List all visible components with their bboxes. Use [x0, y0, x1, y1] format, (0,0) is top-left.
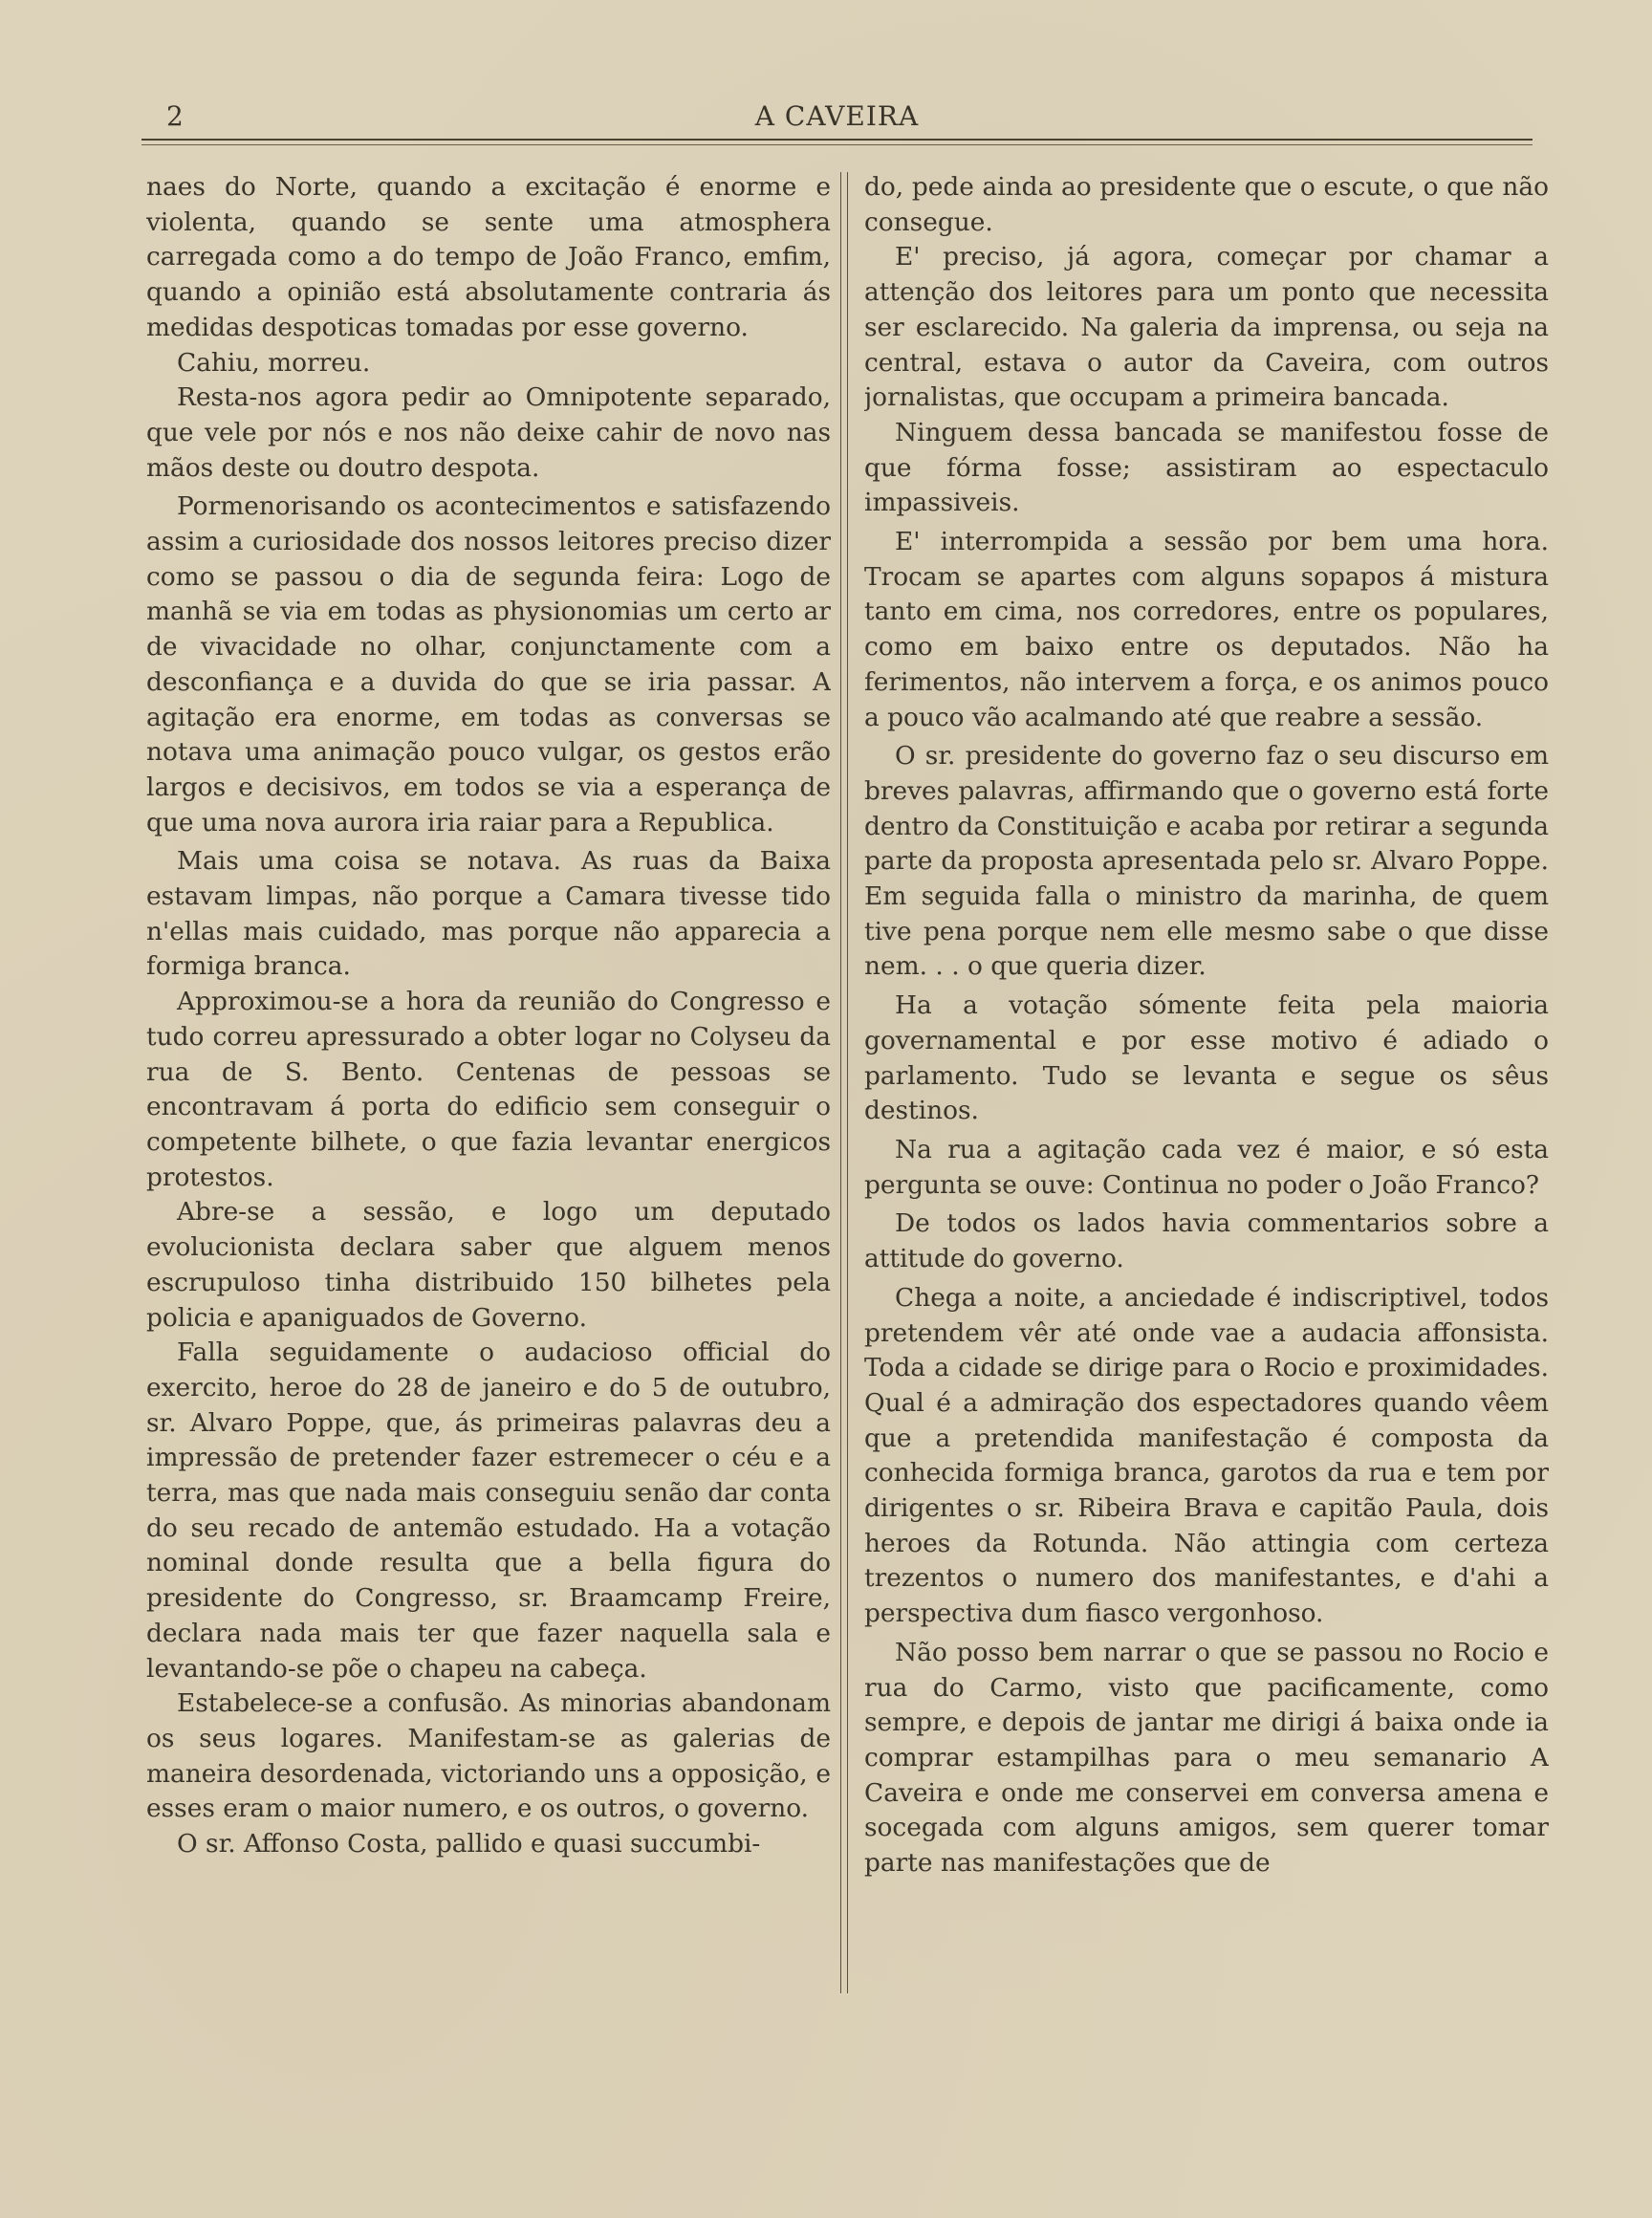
paragraph: Falla seguidamente o audacioso official do exercito, heroe do 28 de janeiro e do 5 de outubro, sr. Alvaro Poppe, que, ás primeiras palavras deu a impressão de pretender fazer estremecer o céu e a terra, mas que nada mais conseguiu senão dar conta do seu recado de antemão estudado. Ha a votação nominal donde resulta que a bella figura do presidente do Congresso, sr. Braamcamp Freire, declara nada mais ter que fazer naquella sala e levantando-se põe o chapeu na cabeça. — [146, 1337, 831, 1684]
paragraph: Pormenorisando os acontecimentos e satisfazendo assim a curiosidade dos nossos leitores preciso dizer como se passou o dia de segunda feira: Logo de manhã se via em todas as physionomias um certo ar de vivacidade no olhar, conjunctamente com a desconfiança e a duvida do que se iria passar. A agitação era enorme, em todas as conversas se notava uma animação pouco vulgar, os gestos erão largos e decisivos, em todos se via a esperança de que uma nova aurora iria raiar para a Republica. — [146, 491, 831, 837]
paragraph: De todos os lados havia commentarios sobre a attitude do governo. — [864, 1208, 1549, 1274]
paragraph: E' interrompida a sessão por bem uma hora. Trocam se apartes com alguns sopapos á mistura tanto em cima, nos corredores, entre os populares, como em baixo entre os deputados. Não ha ferimentos, não intervem a força, e os animos pouco a pouco vão acalmando até que reabre a sessão. — [864, 527, 1549, 732]
paragraph: Approximou-se a hora da reunião do Congresso e tudo correu apressurado a obter logar no Colyseu da rua de S. Bento. Centenas de pessoas se encontravam á porta do edificio sem conseguir o competente bilhete, o que fazia levantar energicos protestos. — [146, 987, 831, 1192]
page-header — [141, 100, 1532, 141]
column-divider — [840, 172, 848, 1993]
header-rule — [141, 144, 1532, 145]
paragraph: Ninguem dessa bancada se manifestou fosse de que fórma fosse; assistiram ao espectaculo impassiveis. — [864, 417, 1549, 518]
paragraph: do, pede ainda ao presidente que o escute, o que não consegue. — [864, 172, 1549, 237]
paragraph: Resta-nos agora pedir ao Omnipotente separado, que vele por nós e nos não deixe cahir de novo nas mãos deste ou doutro despota. — [146, 382, 831, 483]
newspaper-title: A CAVEIRA — [754, 100, 920, 132]
paragraph: Não posso bem narrar o que se passou no Rocio e rua do Carmo, visto que pacificamente, como sempre, e depois de jantar me dirigi á baixa onde ia comprar estampilhas para o meu semanario A Caveira e onde me conservei em conversa amena e socegada com alguns amigos, sem querer tomar parte nas manifestações que de — [864, 1637, 1549, 1879]
paragraph: O sr. presidente do governo faz o seu discurso em breves palavras, affirmando que o governo está forte dentro da Constituição e acaba por retirar a segunda parte da proposta apresentada pelo sr. Alvaro Poppe. Em seguida falla o ministro da marinha, de quem tive pena porque nem elle mesmo sabe o que disse nem. . . o que queria dizer. — [864, 741, 1549, 982]
paragraph: E' preciso, já agora, começar por chamar a attenção dos leitores para um ponto que necessita ser esclarecido. Na galeria da imprensa, ou seja na central, estava o autor da Caveira, com outros jornalistas, que occupam a primeira bancada. — [864, 242, 1549, 413]
right-column — [864, 170, 1549, 1996]
page-number: 2 — [166, 100, 184, 132]
paragraph: Chega a noite, a anciedade é indiscriptivel, todos pretendem vêr até onde vae a audacia affonsista. Toda a cidade se dirige para o Rocio e proximidades. Qual é a admiração dos espectadores quando vêem que a pretendida manifestação é composta da conhecida formiga branca, garotos da rua e tem por dirigentes o sr. Ribeira Brava e capitão Paula, dois heroes da Rotunda. Não attingia com certeza trezentos o numero dos manifestantes, e d'ahi a perspectiva dum fiasco vergonhoso. — [864, 1282, 1549, 1629]
paragraph: Mais uma coisa se notava. As ruas da Baixa estavam limpas, não porque a Camara tivesse tido n'ellas mais cuidado, mas porque não apparecia a formiga branca. — [146, 846, 831, 982]
left-column — [146, 170, 831, 1996]
paragraph: Abre-se a sessão, e logo um deputado evolucionista declara saber que alguem menos escrupuloso tinha distribuido 150 bilhetes pela policia e apaniguados de Governo. — [146, 1197, 831, 1333]
paragraph: O sr. Affonso Costa, pallido e quasi succumbi- — [177, 1829, 761, 1859]
paragraph: Estabelece-se a confusão. As minorias abandonam os seus logares. Manifestam-se as galerias de maneira desordenada, victoriando uns a opposição, e esses eram o maior numero, e os outros, o governo. — [146, 1688, 831, 1824]
paragraph: naes do Norte, quando a excitação é enorme e violenta, quando se sente uma atmosphera carregada como a do tempo de João Franco, emfim, quando a opinião está absolutamente contraria ás medidas despoticas tomadas por esse governo. — [146, 172, 831, 342]
paragraph: Cahiu, morreu. — [177, 347, 371, 378]
paragraph: Na rua a agitação cada vez é maior, e só esta pergunta se ouve: Continua no poder o João Franco? — [864, 1134, 1549, 1200]
paragraph: Ha a votação sómente feita pela maioria governamental e por esse motivo é adiado o parlamento. Tudo se levanta e segue os sêus destinos. — [864, 990, 1549, 1126]
